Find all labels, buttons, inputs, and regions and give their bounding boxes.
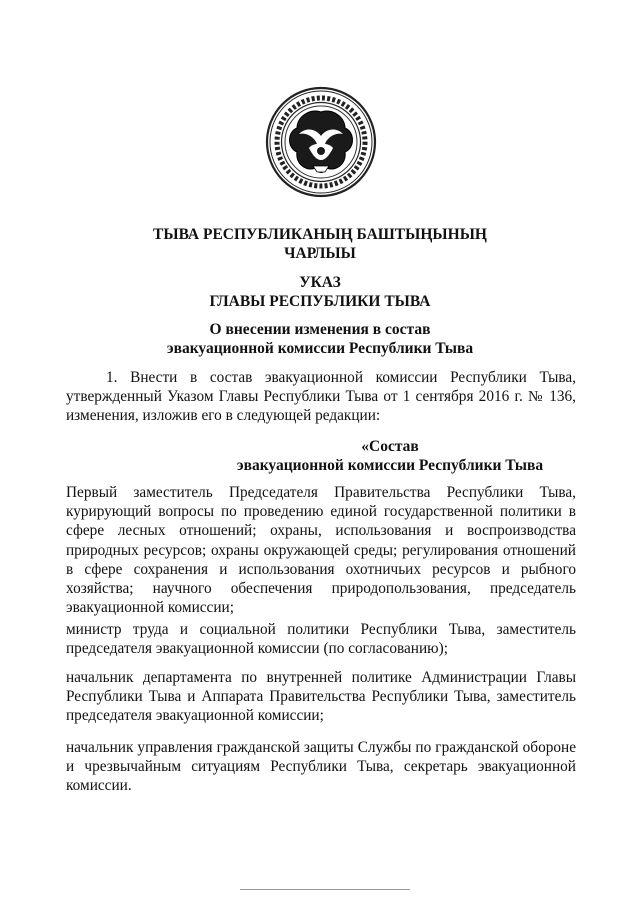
decree-title-line-1: УКАЗ (299, 274, 341, 291)
scan-line (240, 889, 410, 890)
header-tuvan (60, 225, 580, 263)
composition-title (130, 437, 640, 475)
decree-subject-line-1: О внесении изменения в состав (209, 321, 431, 338)
decree-subject-line-2: эвакуационной комиссии Республики Тыва (166, 340, 474, 357)
member-secretary: начальник управления гражданской защиты Службы по гражданской обороне и чрезвычайным ситуациям Республики Тыва, секретарь эвакуационной комиссии. (66, 739, 576, 795)
member-deputy-1: министр труда и социальной политики Республики Тыва, заместитель председателя эвакуационной комиссии (по согласованию); (66, 621, 576, 658)
decree-subject (60, 320, 580, 358)
scan-marks (0, 6, 640, 12)
coat-of-arms-icon (265, 86, 377, 198)
paragraph-1: 1. Внести в состав эвакуационной комиссии Республики Тыва, утвержденный Указом Главы Республики Тыва от 1 сентября 2016 г. № 136, изменения, изложив его в следующей редакции: (66, 369, 576, 425)
decree-title-line-2: ГЛАВЫ РЕСПУБЛИКИ ТЫВА (209, 293, 431, 310)
decree-title (60, 273, 580, 311)
header-tuvan-line-2: ЧАРЛЫЫ (284, 245, 356, 262)
composition-title-line-1: «Состав (361, 438, 419, 455)
member-chairman: Первый заместитель Председателя Правительства Республики Тыва, курирующий вопросы по проведению единой государственной политики в сфере лесных отношений; охраны, использования и воспроизводства природных ресурсов; охраны окружающей среды; регулирования отношений в сфере сохранения и использования охотничьих ресурсов и рыбного хозяйства; научного обеспечения природопользования, председатель эвакуационной комиссии; (66, 484, 576, 617)
composition-title-line-2: эвакуационной комиссии Республики Тыва (236, 457, 544, 474)
member-deputy-2: начальник департамента по внутренней политике Администрации Главы Республики Тыва и Аппарата Правительства Республики Тыва, заместитель председателя эвакуационной комиссии; (66, 669, 576, 725)
header-tuvan-line-1: ТЫВА РЕСПУБЛИКАНЫҢ БАШТЫҢЫНЫҢ (153, 226, 487, 243)
